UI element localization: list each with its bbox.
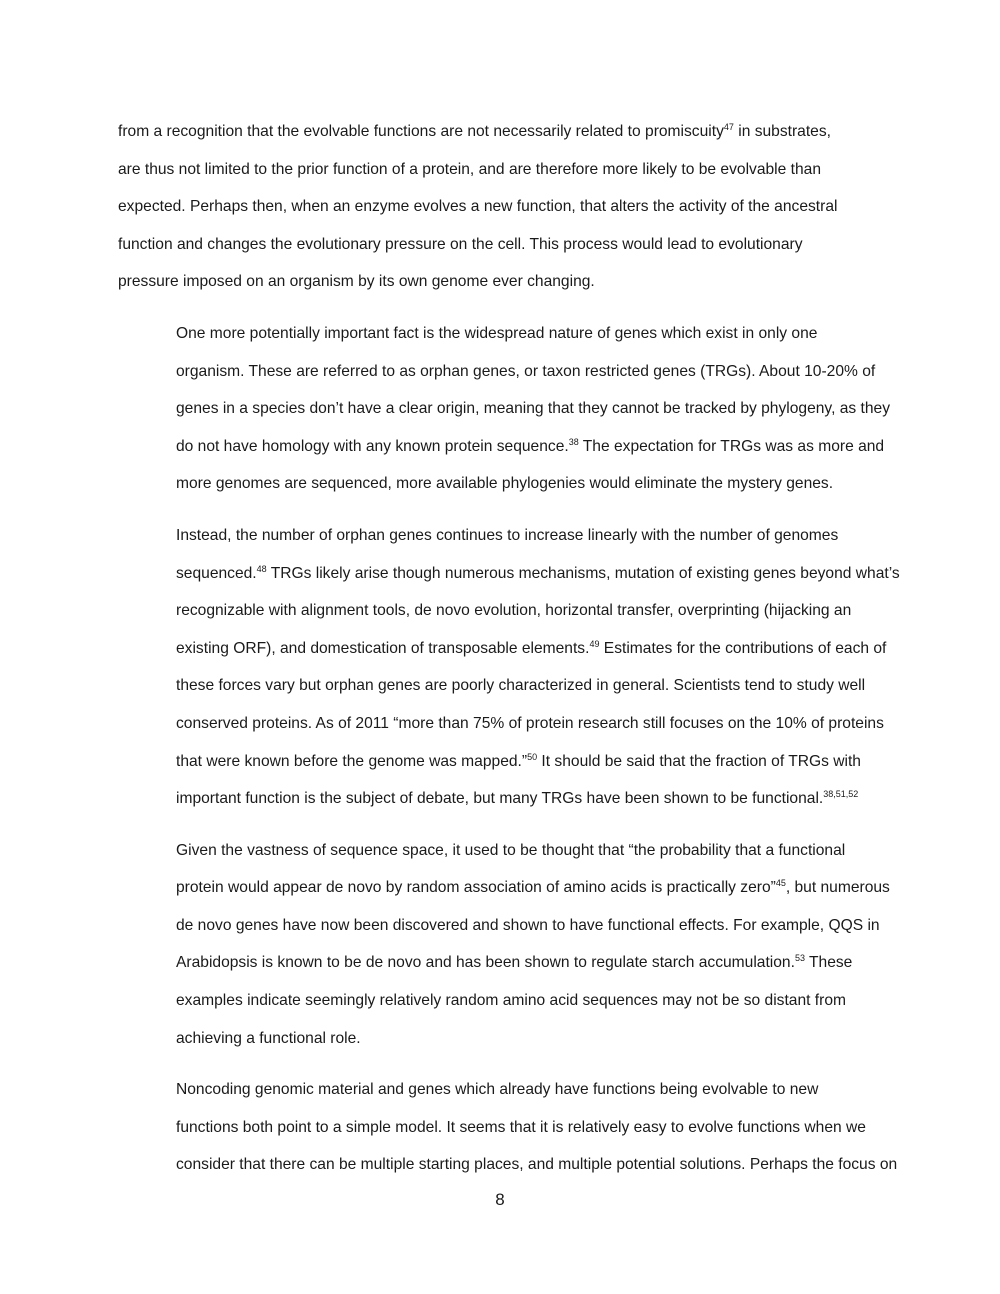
text-segment: Noncoding genomic material and genes which already have functions being evolvable to new xyxy=(176,1081,819,1099)
citation-superscript: 47 xyxy=(723,122,734,132)
text-line xyxy=(118,188,888,226)
paragraph xyxy=(118,517,900,818)
text-segment: Given the vastness of sequence space, it used to be thought that “the probability that a functional xyxy=(176,841,846,859)
text-segment: important function is the subject of debate, but many TRGs have been shown to be functional. xyxy=(176,790,824,808)
text-line xyxy=(118,1020,888,1058)
text-segment: , but numerous xyxy=(785,879,890,897)
text-line xyxy=(118,263,888,301)
text-line xyxy=(118,630,888,668)
text-line xyxy=(118,465,888,503)
text-segment: The expectation for TRGs was as more and xyxy=(578,437,885,455)
text-segment: protein would appear de novo by random association of amino acids is practically zero” xyxy=(176,879,776,897)
text-segment: expected. Perhaps then, when an enzyme evolves a new function, that alters the activity of the ancestral xyxy=(118,198,838,216)
document-body xyxy=(118,113,900,1198)
citation-superscript: 53 xyxy=(794,953,805,964)
text-segment: from a recognition that the evolvable functions are not necessarily related to promiscuity xyxy=(118,123,724,140)
text-line xyxy=(118,151,888,189)
text-segment: Arabidopsis is known to be de novo and has been shown to regulate starch accumulation. xyxy=(176,954,795,972)
text-segment: consider that there can be multiple starting places, and multiple potential solutions. Perhaps the focus on xyxy=(176,1156,898,1174)
text-line xyxy=(118,869,888,907)
text-line xyxy=(118,705,888,743)
text-line xyxy=(118,667,888,705)
text-segment: recognizable with alignment tools, de novo evolution, horizontal transfer, overprinting (hijacking an xyxy=(176,602,852,620)
text-segment: de novo genes have now been discovered and shown to have functional effects. For example, QQS in xyxy=(176,916,880,934)
text-segment: do not have homology with any known protein sequence. xyxy=(176,437,569,455)
text-segment: functions both point to a simple model. It seems that it is relatively easy to evolve functions when we xyxy=(176,1118,866,1136)
text-line xyxy=(118,315,888,353)
text-segment: function and changes the evolutionary pressure on the cell. This process would lead to evolutionary xyxy=(118,235,803,253)
text-line xyxy=(118,226,888,264)
text-line xyxy=(118,555,900,593)
text-segment: more genomes are sequenced, more available phylogenies would eliminate the mystery genes. xyxy=(176,475,834,493)
text-line xyxy=(118,428,888,466)
text-line xyxy=(118,1146,898,1184)
text-line xyxy=(118,832,888,870)
text-line xyxy=(118,390,891,428)
text-line xyxy=(118,907,888,945)
text-segment: examples indicate seemingly relatively random amino acid sequences may not be so distant from xyxy=(176,992,846,1010)
text-line xyxy=(118,517,888,555)
text-segment: are thus not limited to the prior function of a protein, and are therefore more likely to be evolvable than xyxy=(118,160,821,178)
text-line xyxy=(118,592,888,630)
paragraph xyxy=(118,832,888,1058)
text-segment: TRGs likely arise though numerous mechanisms, mutation of existing genes beyond what’s xyxy=(266,564,900,582)
text-line xyxy=(118,743,888,781)
citation-superscript: 38,51,52 xyxy=(823,789,859,800)
text-segment: Instead, the number of orphan genes continues to increase linearly with the number of genomes xyxy=(176,526,839,544)
text-segment: that were known before the genome was mapped.” xyxy=(176,752,528,770)
citation-superscript: 50 xyxy=(527,751,538,762)
citation-superscript: 49 xyxy=(589,638,600,649)
text-segment: conserved proteins. As of 2011 “more than 75% of protein research still focuses on the 10% of proteins xyxy=(176,714,884,732)
text-line xyxy=(118,780,888,818)
text-line xyxy=(118,353,888,391)
paragraph xyxy=(118,113,888,301)
text-line xyxy=(118,982,888,1020)
text-segment: sequenced. xyxy=(176,564,257,582)
text-segment: existing ORF), and domestication of transposable elements. xyxy=(176,639,590,657)
text-segment: It should be said that the fraction of TRGs with xyxy=(537,752,861,770)
page-number: 8 xyxy=(495,1190,505,1209)
text-line xyxy=(118,113,888,151)
paragraph xyxy=(118,1071,898,1184)
paragraph xyxy=(118,315,891,503)
text-segment: These xyxy=(804,954,853,972)
text-segment: achieving a functional role. xyxy=(176,1029,361,1047)
text-segment: organism. These are referred to as orphan genes, or taxon restricted genes (TRGs). About 10-20% of xyxy=(176,362,876,380)
text-segment: genes in a species don’t have a clear origin, meaning that they cannot be tracked by phylogeny, as they xyxy=(176,400,891,418)
text-line xyxy=(118,1071,888,1109)
text-segment: One more potentially important fact is the widespread nature of genes which exist in only one xyxy=(176,324,818,342)
text-segment: Estimates for the contributions of each of xyxy=(599,639,887,657)
citation-superscript: 48 xyxy=(256,563,267,574)
citation-superscript: 45 xyxy=(775,878,786,889)
citation-superscript: 38 xyxy=(568,436,579,447)
text-line xyxy=(118,1109,888,1147)
text-line xyxy=(118,944,888,982)
text-segment: pressure imposed on an organism by its own genome ever changing. xyxy=(118,273,595,291)
text-segment: these forces vary but orphan genes are poorly characterized in general. Scientists tend to study well xyxy=(176,677,866,695)
text-segment: in substrates, xyxy=(733,123,831,140)
